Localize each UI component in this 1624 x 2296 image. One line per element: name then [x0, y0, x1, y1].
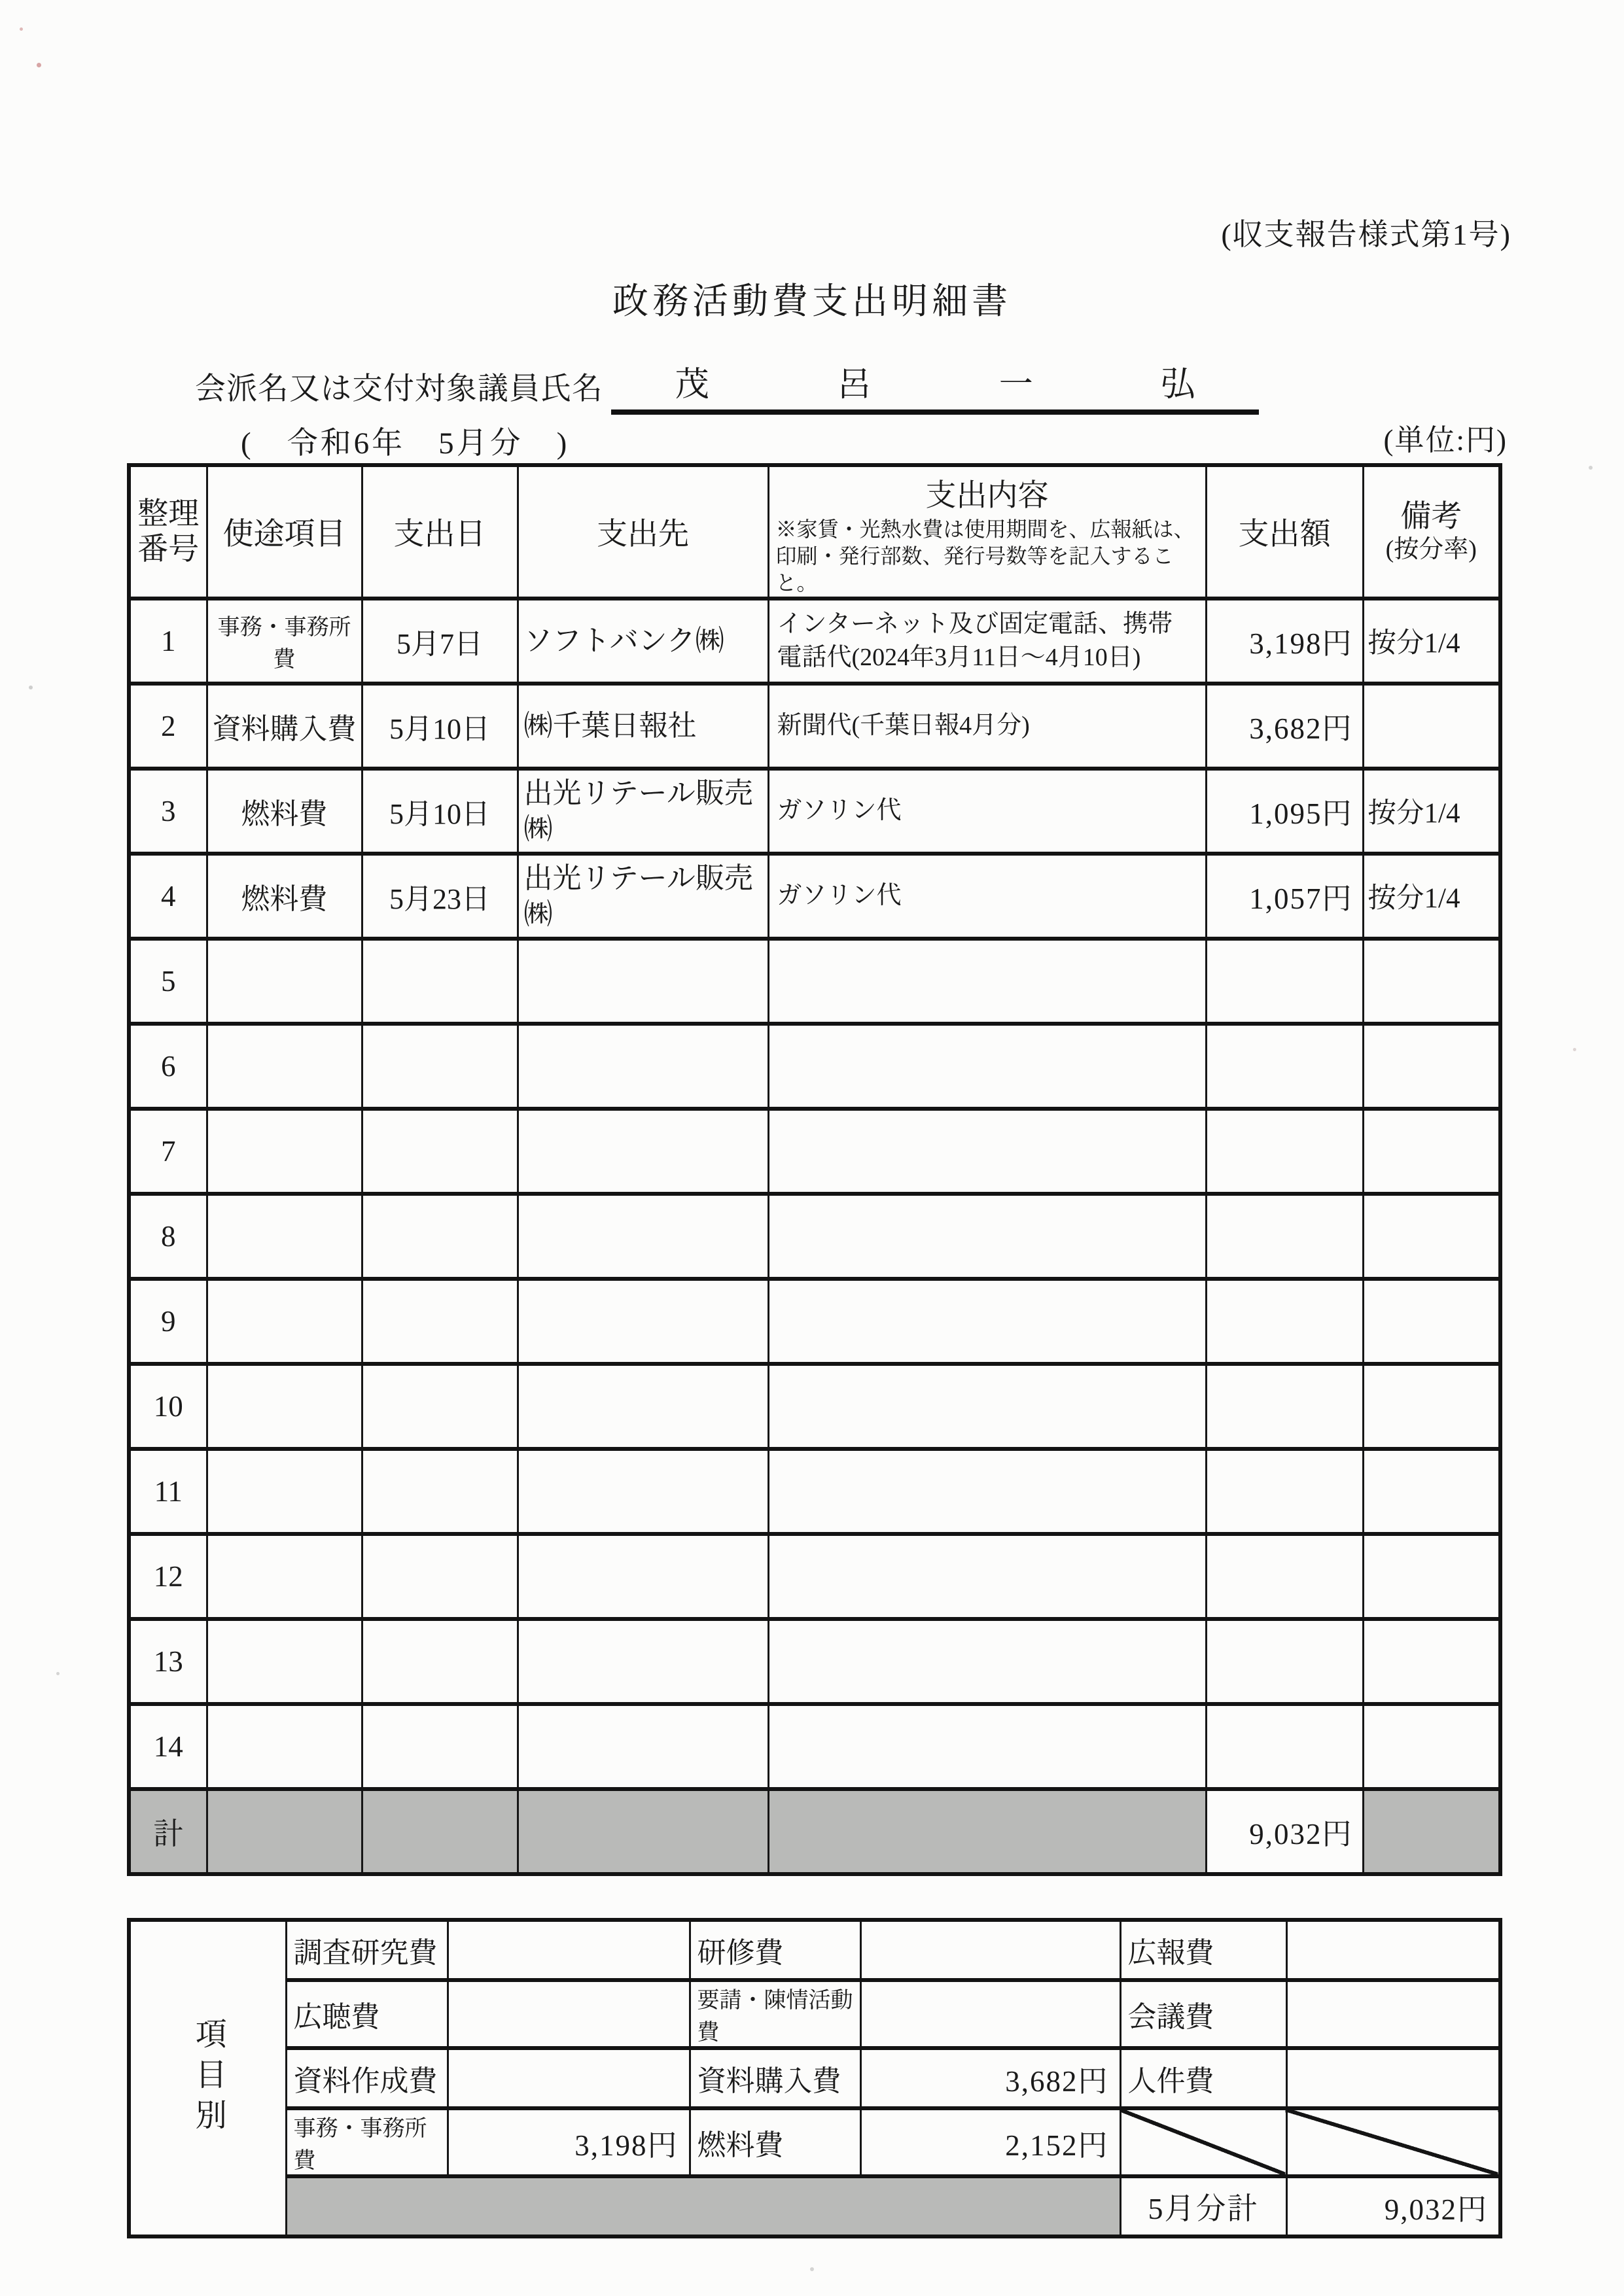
summary-value: 2,152円 — [860, 2108, 1120, 2176]
summary-row — [129, 1920, 1500, 1980]
expense-row — [129, 1364, 1500, 1449]
row-remarks — [1363, 1109, 1500, 1194]
row-date — [362, 1534, 518, 1619]
row-description — [768, 1534, 1206, 1619]
row-amount: 1,057円 — [1206, 854, 1363, 939]
crossed-out-cell — [1120, 2108, 1286, 2176]
monthly-total-label: 5月分計 — [1120, 2176, 1286, 2236]
name-char: 茂 — [675, 366, 709, 404]
row-category — [207, 939, 362, 1024]
row-date — [362, 1619, 518, 1704]
row-seq-number: 12 — [129, 1534, 207, 1619]
row-description: ガソリン代 — [768, 854, 1206, 939]
name-char: 一 — [998, 366, 1033, 404]
header-remarks: 備考 (按分率) — [1363, 465, 1500, 599]
summary-label: 広報費 — [1120, 1920, 1286, 1980]
summary-value — [448, 2048, 690, 2108]
row-description — [768, 1194, 1206, 1279]
row-remarks: 按分1/4 — [1363, 854, 1500, 939]
member-name-line — [195, 357, 1259, 415]
total-label: 計 — [129, 1789, 207, 1874]
row-remarks — [1363, 1619, 1500, 1704]
row-description: インターネット及び固定電話、携帯電話代(2024年3月11日〜4月10日) — [768, 599, 1206, 684]
header-seq-number: 整理 番号 — [129, 465, 207, 599]
monthly-total-value: 9,032円 — [1286, 2176, 1500, 2236]
name-char: 呂 — [837, 366, 872, 404]
row-date: 5月10日 — [362, 769, 518, 854]
row-category — [207, 1279, 362, 1364]
member-name-label: 会派名又は交付対象議員氏名 — [195, 372, 603, 406]
header-date: 支出日 — [362, 465, 518, 599]
row-seq-number: 1 — [129, 599, 207, 684]
summary-label: 要請・陳情活動費 — [690, 1980, 860, 2048]
summary-gray-band — [286, 2176, 1120, 2236]
summary-value — [1286, 2048, 1500, 2108]
summary-label: 燃料費 — [690, 2108, 860, 2176]
row-date — [362, 1364, 518, 1449]
row-description — [768, 1449, 1206, 1534]
row-payee — [518, 939, 768, 1024]
row-seq-number: 4 — [129, 854, 207, 939]
row-description: 新聞代(千葉日報4月分) — [768, 684, 1206, 769]
expense-row — [129, 1109, 1500, 1194]
expense-row — [129, 1619, 1500, 1704]
summary-label: 会議費 — [1120, 1980, 1286, 2048]
row-amount — [1206, 1024, 1363, 1109]
row-seq-number: 8 — [129, 1194, 207, 1279]
row-remarks — [1363, 684, 1500, 769]
row-category: 燃料費 — [207, 769, 362, 854]
category-summary-table — [127, 1918, 1502, 2238]
row-payee: 出光リテール販売㈱ — [518, 854, 768, 939]
row-amount — [1206, 1704, 1363, 1789]
total-empty-cell — [207, 1789, 362, 1874]
row-remarks: 按分1/4 — [1363, 599, 1500, 684]
row-description — [768, 1109, 1206, 1194]
row-date — [362, 1704, 518, 1789]
total-empty-cell — [518, 1789, 768, 1874]
row-payee — [518, 1364, 768, 1449]
row-category — [207, 1364, 362, 1449]
row-payee — [518, 1279, 768, 1364]
row-seq-number: 14 — [129, 1704, 207, 1789]
expense-row — [129, 1704, 1500, 1789]
row-payee — [518, 1109, 768, 1194]
row-amount — [1206, 1109, 1363, 1194]
row-category: 事務・事務所費 — [207, 599, 362, 684]
row-date — [362, 1449, 518, 1534]
row-remarks — [1363, 1449, 1500, 1534]
expense-row — [129, 1024, 1500, 1109]
row-description — [768, 1704, 1206, 1789]
row-category — [207, 1534, 362, 1619]
row-description — [768, 1364, 1206, 1449]
scan-speck — [1573, 1048, 1576, 1051]
header-category: 使途項目 — [207, 465, 362, 599]
summary-value — [860, 1920, 1120, 1980]
row-category — [207, 1449, 362, 1534]
summary-value: 3,198円 — [448, 2108, 690, 2176]
summary-row — [129, 2108, 1500, 2176]
row-category — [207, 1194, 362, 1279]
row-amount: 3,198円 — [1206, 599, 1363, 684]
row-seq-number: 10 — [129, 1364, 207, 1449]
row-amount — [1206, 1194, 1363, 1279]
row-description: ガソリン代 — [768, 769, 1206, 854]
row-remarks — [1363, 939, 1500, 1024]
summary-label: 資料購入費 — [690, 2048, 860, 2108]
summary-value — [860, 1980, 1120, 2048]
expense-row — [129, 769, 1500, 854]
row-description — [768, 1024, 1206, 1109]
row-category — [207, 1109, 362, 1194]
header-description: 支出内容 ※家賃・光熱水費は使用期間を、広報紙は、印刷・発行部数、発行号数等を記入すること。 — [768, 465, 1206, 599]
row-category: 資料購入費 — [207, 684, 362, 769]
summary-label: 人件費 — [1120, 2048, 1286, 2108]
expense-row — [129, 599, 1500, 684]
row-seq-number: 11 — [129, 1449, 207, 1534]
summary-total-row — [129, 2176, 1500, 2236]
row-date: 5月23日 — [362, 854, 518, 939]
row-amount: 3,682円 — [1206, 684, 1363, 769]
summary-value — [448, 1980, 690, 2048]
row-payee — [518, 1619, 768, 1704]
summary-vertical-header: 項目別 — [129, 1920, 286, 2236]
scan-speck — [56, 1672, 60, 1675]
summary-label: 資料作成費 — [286, 2048, 448, 2108]
scan-speck — [37, 63, 41, 67]
row-description — [768, 1619, 1206, 1704]
summary-value — [1286, 1980, 1500, 2048]
expense-row — [129, 684, 1500, 769]
report-period: ( 令和6年 5月分 ) — [241, 426, 570, 461]
row-remarks — [1363, 1534, 1500, 1619]
row-date — [362, 939, 518, 1024]
row-date — [362, 1024, 518, 1109]
row-seq-number: 3 — [129, 769, 207, 854]
row-payee: 出光リテール販売㈱ — [518, 769, 768, 854]
row-amount — [1206, 939, 1363, 1024]
row-seq-number: 7 — [129, 1109, 207, 1194]
row-date — [362, 1109, 518, 1194]
row-date: 5月10日 — [362, 684, 518, 769]
form-number-note: (収支報告様式第1号) — [1221, 218, 1511, 251]
row-category: 燃料費 — [207, 854, 362, 939]
crossed-out-cell — [1286, 2108, 1500, 2176]
summary-label: 研修費 — [690, 1920, 860, 1980]
header-amount: 支出額 — [1206, 465, 1363, 599]
summary-label: 調査研究費 — [286, 1920, 448, 1980]
expense-table-header-row — [129, 465, 1500, 599]
row-date — [362, 1279, 518, 1364]
summary-value: 3,682円 — [860, 2048, 1120, 2108]
row-category — [207, 1024, 362, 1109]
summary-label: 広聴費 — [286, 1980, 448, 2048]
row-seq-number: 6 — [129, 1024, 207, 1109]
expense-table — [127, 463, 1502, 1876]
row-remarks — [1363, 1704, 1500, 1789]
row-payee: ソフトバンク㈱ — [518, 599, 768, 684]
row-remarks — [1363, 1024, 1500, 1109]
summary-row — [129, 1980, 1500, 2048]
row-seq-number: 9 — [129, 1279, 207, 1364]
row-remarks — [1363, 1279, 1500, 1364]
row-amount — [1206, 1279, 1363, 1364]
summary-value — [1286, 1920, 1500, 1980]
expense-row — [129, 1534, 1500, 1619]
total-empty-cell — [1363, 1789, 1500, 1874]
row-amount — [1206, 1619, 1363, 1704]
row-remarks — [1363, 1194, 1500, 1279]
row-amount — [1206, 1449, 1363, 1534]
row-seq-number: 2 — [129, 684, 207, 769]
row-remarks — [1363, 1364, 1500, 1449]
row-payee — [518, 1704, 768, 1789]
total-empty-cell — [362, 1789, 518, 1874]
summary-row — [129, 2048, 1500, 2108]
total-row — [129, 1789, 1500, 1874]
scan-speck — [29, 686, 33, 689]
main-table-body — [129, 599, 1500, 1789]
row-payee — [518, 1534, 768, 1619]
row-amount: 1,095円 — [1206, 769, 1363, 854]
row-description — [768, 1279, 1206, 1364]
total-amount: 9,032円 — [1206, 1789, 1363, 1874]
total-empty-cell — [768, 1789, 1206, 1874]
expense-row — [129, 854, 1500, 939]
row-payee — [518, 1449, 768, 1534]
row-seq-number: 13 — [129, 1619, 207, 1704]
page-title: 政務活動費支出明細書 — [612, 281, 1012, 321]
expense-row — [129, 1279, 1500, 1364]
scan-speck — [810, 2267, 814, 2271]
row-category — [207, 1704, 362, 1789]
row-date: 5月7日 — [362, 599, 518, 684]
name-char: 弘 — [1161, 366, 1195, 404]
row-description — [768, 939, 1206, 1024]
header-payee: 支出先 — [518, 465, 768, 599]
row-payee — [518, 1024, 768, 1109]
unit-note: (単位:円) — [1383, 424, 1508, 457]
member-name-value — [611, 357, 1259, 415]
summary-value — [448, 1920, 690, 1980]
summary-label: 事務・事務所費 — [286, 2108, 448, 2176]
row-amount — [1206, 1534, 1363, 1619]
expense-row — [129, 939, 1500, 1024]
scan-speck — [1589, 466, 1593, 470]
row-amount — [1206, 1364, 1363, 1449]
row-payee: ㈱千葉日報社 — [518, 684, 768, 769]
expense-row — [129, 1449, 1500, 1534]
row-seq-number: 5 — [129, 939, 207, 1024]
row-category — [207, 1619, 362, 1704]
row-remarks: 按分1/4 — [1363, 769, 1500, 854]
row-date — [362, 1194, 518, 1279]
scan-speck — [20, 27, 23, 31]
row-payee — [518, 1194, 768, 1279]
expense-row — [129, 1194, 1500, 1279]
